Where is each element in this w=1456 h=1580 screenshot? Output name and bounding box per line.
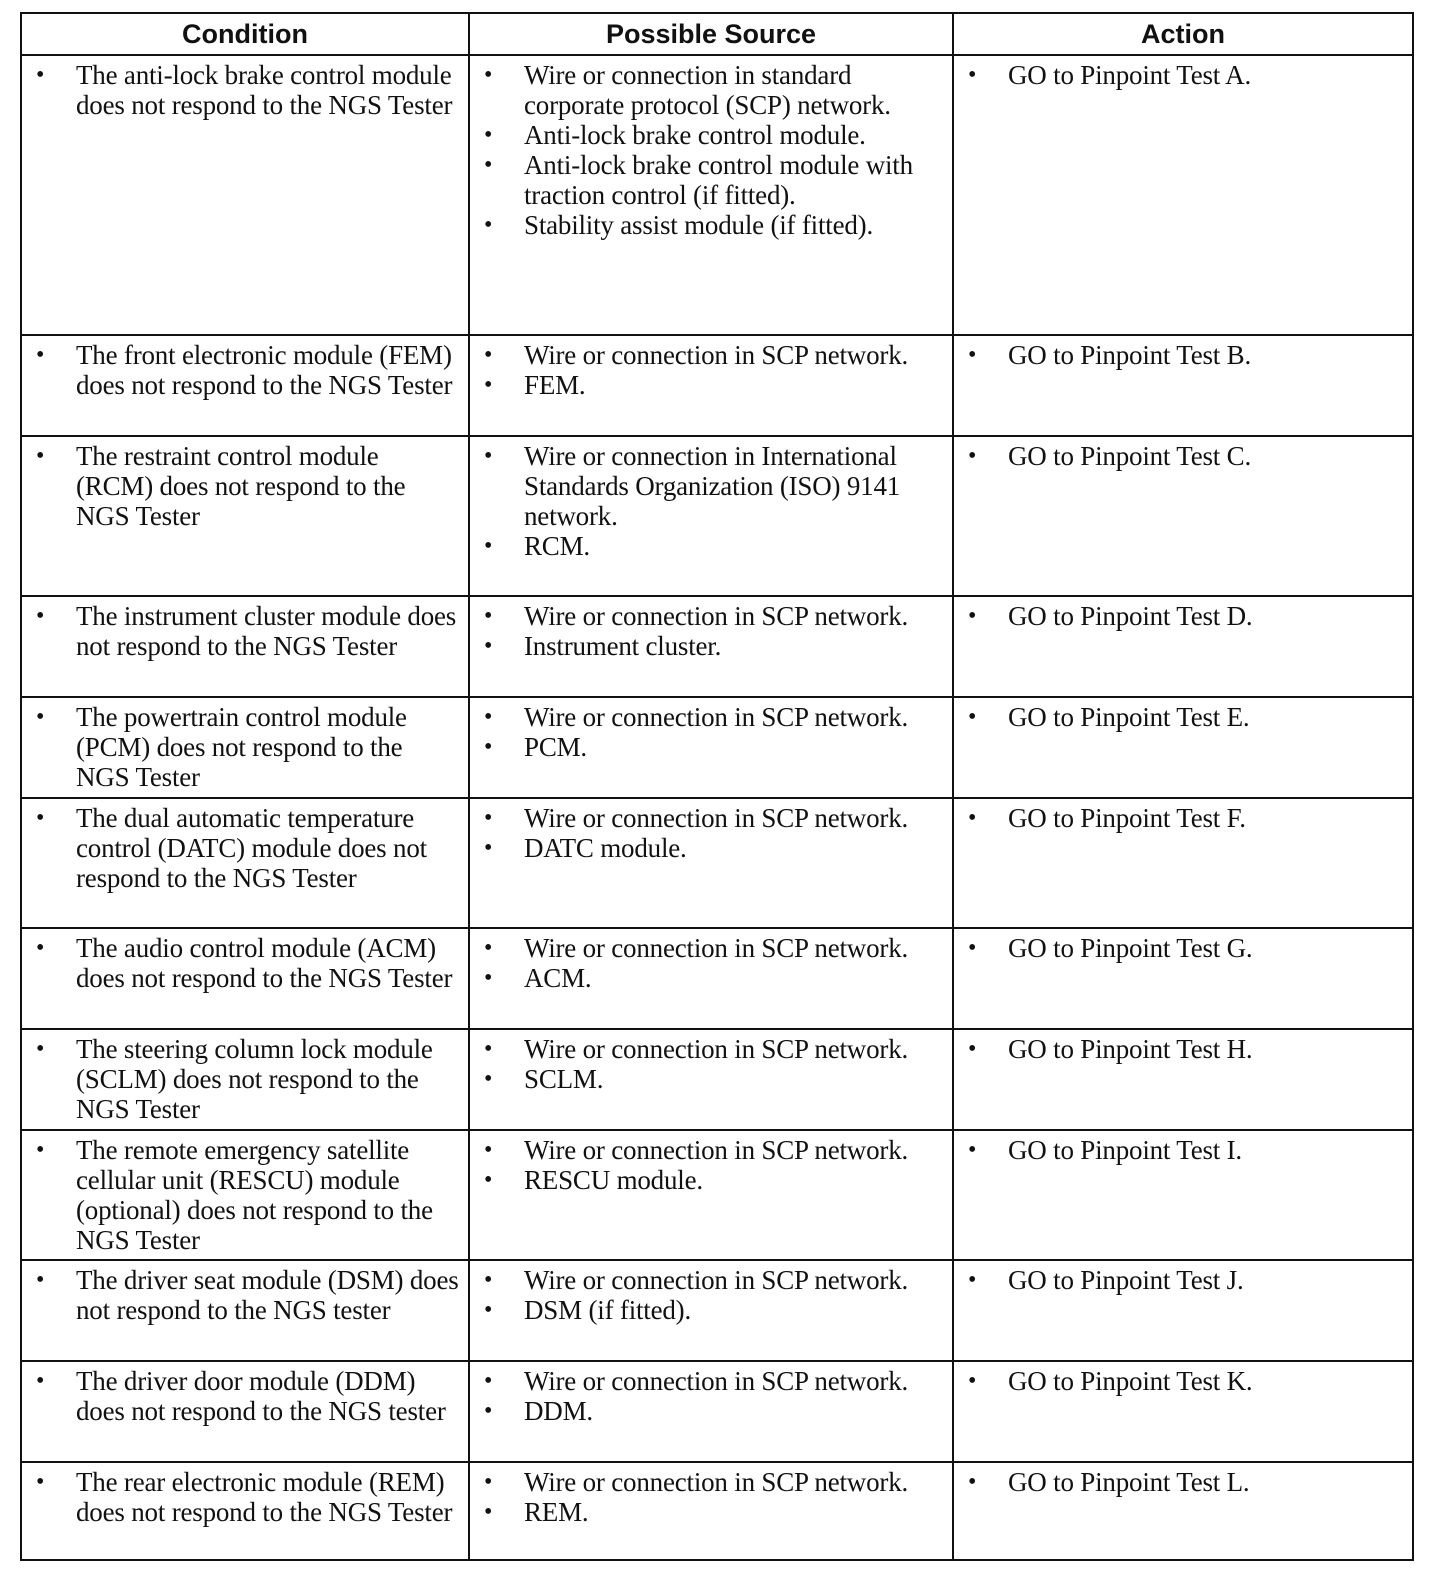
condition-cell xyxy=(21,1361,469,1462)
source-item xyxy=(476,210,944,240)
source-cell xyxy=(469,335,953,436)
table-row xyxy=(21,928,1413,1029)
condition-item xyxy=(28,1366,460,1426)
condition-item-text: The anti-lock brake control module does not respond to the NGS Tester xyxy=(76,60,453,120)
table-row xyxy=(21,55,1413,335)
action-item-text: GO to Pinpoint Test L. xyxy=(1008,1467,1250,1497)
action-item-text: GO to Pinpoint Test G. xyxy=(1008,933,1253,963)
diagnostic-table xyxy=(20,12,1414,1561)
action-item xyxy=(960,1135,1404,1165)
condition-item-text: The restraint control module (RCM) does not respond to the NGS Tester xyxy=(76,441,406,531)
condition-item-text: The front electronic module (FEM) does not respond to the NGS Tester xyxy=(76,340,453,400)
source-item xyxy=(476,963,944,993)
source-cell xyxy=(469,1029,953,1130)
bullet-icon: • xyxy=(968,1368,977,1394)
action-cell xyxy=(953,1361,1413,1462)
source-cell xyxy=(469,1361,953,1462)
bullet-icon: • xyxy=(484,533,493,559)
bullet-icon: • xyxy=(36,1137,45,1163)
action-cell xyxy=(953,1029,1413,1130)
source-item-text: Anti-lock brake control module with traction control (if fitted). xyxy=(524,150,913,210)
bullet-icon: • xyxy=(484,633,493,659)
action-cell xyxy=(953,798,1413,928)
source-item xyxy=(476,702,944,732)
source-item-text: RESCU module. xyxy=(524,1165,703,1195)
source-item-text: DDM. xyxy=(524,1396,593,1426)
bullet-icon: • xyxy=(484,1167,493,1193)
action-cell xyxy=(953,1130,1413,1260)
action-item xyxy=(960,601,1404,631)
bullet-icon: • xyxy=(968,342,977,368)
condition-cell xyxy=(21,798,469,928)
bullet-icon: • xyxy=(484,1499,493,1525)
source-item xyxy=(476,933,944,963)
source-item-text: Anti-lock brake control module. xyxy=(524,120,866,150)
bullet-icon: • xyxy=(484,372,493,398)
table-row xyxy=(21,1361,1413,1462)
condition-item xyxy=(28,1467,460,1527)
source-cell xyxy=(469,1130,953,1260)
bullet-icon: • xyxy=(36,805,45,831)
condition-item-text: The powertrain control module (PCM) does not respond to the NGS Tester xyxy=(76,702,407,792)
source-cell xyxy=(469,697,953,798)
source-item-text: FEM. xyxy=(524,370,586,400)
source-item-text: Wire or connection in standard corporate protocol (SCP) network. xyxy=(524,60,891,120)
condition-cell xyxy=(21,1462,469,1560)
source-item-text: SCLM. xyxy=(524,1064,604,1094)
action-cell xyxy=(953,928,1413,1029)
bullet-icon: • xyxy=(484,965,493,991)
bullet-icon: • xyxy=(484,212,493,238)
source-item-text: RCM. xyxy=(524,531,590,561)
source-item xyxy=(476,370,944,400)
bullet-icon: • xyxy=(484,704,493,730)
table-row xyxy=(21,436,1413,596)
action-cell xyxy=(953,335,1413,436)
condition-cell xyxy=(21,928,469,1029)
source-item xyxy=(476,1366,944,1396)
source-item-text: Wire or connection in SCP network. xyxy=(524,1135,909,1165)
source-item-text: Wire or connection in SCP network. xyxy=(524,1467,909,1497)
source-item xyxy=(476,150,944,210)
bullet-icon: • xyxy=(968,1267,977,1293)
source-item-text: Instrument cluster. xyxy=(524,631,722,661)
bullet-icon: • xyxy=(36,342,45,368)
bullet-icon: • xyxy=(484,1036,493,1062)
source-item-text: PCM. xyxy=(524,732,587,762)
source-item xyxy=(476,1165,944,1195)
action-cell xyxy=(953,1260,1413,1361)
source-cell xyxy=(469,55,953,335)
action-item-text: GO to Pinpoint Test F. xyxy=(1008,803,1246,833)
bullet-icon: • xyxy=(36,1267,45,1293)
condition-item xyxy=(28,1135,460,1255)
bullet-icon: • xyxy=(36,1368,45,1394)
condition-cell xyxy=(21,1029,469,1130)
action-item xyxy=(960,803,1404,833)
condition-item-text: The instrument cluster module does not respond to the NGS Tester xyxy=(76,601,457,661)
source-item xyxy=(476,1467,944,1497)
source-item-text: Wire or connection in SCP network. xyxy=(524,933,909,963)
source-item-text: Wire or connection in International Standards Organization (ISO) 9141 network. xyxy=(524,441,901,531)
action-item-text: GO to Pinpoint Test H. xyxy=(1008,1034,1253,1064)
bullet-icon: • xyxy=(968,1137,977,1163)
action-item-text: GO to Pinpoint Test A. xyxy=(1008,60,1251,90)
bullet-icon: • xyxy=(36,1469,45,1495)
condition-item-text: The rear electronic module (REM) does not respond to the NGS Tester xyxy=(76,1467,453,1527)
action-item xyxy=(960,933,1404,963)
action-item xyxy=(960,60,1404,90)
source-item xyxy=(476,601,944,631)
source-item xyxy=(476,441,944,531)
action-item xyxy=(960,1034,1404,1064)
header-condition: Condition xyxy=(21,13,469,55)
action-item xyxy=(960,340,1404,370)
table-row xyxy=(21,798,1413,928)
source-item xyxy=(476,340,944,370)
condition-item-text: The steering column lock module (SCLM) does not respond to the NGS Tester xyxy=(76,1034,433,1124)
source-item xyxy=(476,60,944,120)
source-item-text: DSM (if fitted). xyxy=(524,1295,692,1325)
condition-item xyxy=(28,1265,460,1325)
action-item-text: GO to Pinpoint Test E. xyxy=(1008,702,1250,732)
condition-cell xyxy=(21,697,469,798)
action-item-text: GO to Pinpoint Test D. xyxy=(1008,601,1253,631)
bullet-icon: • xyxy=(968,443,977,469)
header-action: Action xyxy=(953,13,1413,55)
bullet-icon: • xyxy=(484,152,493,178)
source-item-text: Wire or connection in SCP network. xyxy=(524,601,909,631)
bullet-icon: • xyxy=(968,1469,977,1495)
condition-item-text: The remote emergency satellite cellular unit (RESCU) module (optional) does not respond to the NGS Tester xyxy=(76,1135,433,1255)
source-item-text: Wire or connection in SCP network. xyxy=(524,1034,909,1064)
header-possible-source: Possible Source xyxy=(469,13,953,55)
table-body xyxy=(21,55,1413,1560)
bullet-icon: • xyxy=(484,1066,493,1092)
condition-item xyxy=(28,340,460,400)
bullet-icon: • xyxy=(484,1137,493,1163)
condition-cell xyxy=(21,596,469,697)
condition-cell xyxy=(21,335,469,436)
condition-cell xyxy=(21,1260,469,1361)
source-item-text: Wire or connection in SCP network. xyxy=(524,702,909,732)
bullet-icon: • xyxy=(484,805,493,831)
source-item xyxy=(476,833,944,863)
source-item xyxy=(476,1497,944,1527)
bullet-icon: • xyxy=(36,935,45,961)
source-item xyxy=(476,732,944,762)
source-cell xyxy=(469,436,953,596)
source-item xyxy=(476,1034,944,1064)
source-item-text: ACM. xyxy=(524,963,592,993)
bullet-icon: • xyxy=(484,1469,493,1495)
source-item xyxy=(476,120,944,150)
bullet-icon: • xyxy=(36,1036,45,1062)
source-item-text: Stability assist module (if fitted). xyxy=(524,210,874,240)
table-row xyxy=(21,596,1413,697)
table-row xyxy=(21,1462,1413,1560)
table-row xyxy=(21,1130,1413,1260)
source-cell xyxy=(469,596,953,697)
bullet-icon: • xyxy=(968,603,977,629)
condition-cell xyxy=(21,1130,469,1260)
condition-item-text: The audio control module (ACM) does not respond to the NGS Tester xyxy=(76,933,453,993)
table-row xyxy=(21,1260,1413,1361)
bullet-icon: • xyxy=(968,704,977,730)
source-item xyxy=(476,1295,944,1325)
action-item xyxy=(960,441,1404,471)
bullet-icon: • xyxy=(484,734,493,760)
bullet-icon: • xyxy=(484,342,493,368)
condition-item-text: The driver seat module (DSM) does not respond to the NGS tester xyxy=(76,1265,459,1325)
action-cell xyxy=(953,55,1413,335)
bullet-icon: • xyxy=(484,935,493,961)
bullet-icon: • xyxy=(484,1267,493,1293)
bullet-icon: • xyxy=(968,935,977,961)
action-item xyxy=(960,1467,1404,1497)
bullet-icon: • xyxy=(484,1368,493,1394)
action-item-text: GO to Pinpoint Test I. xyxy=(1008,1135,1242,1165)
condition-item xyxy=(28,441,460,531)
action-item-text: GO to Pinpoint Test C. xyxy=(1008,441,1251,471)
bullet-icon: • xyxy=(36,704,45,730)
condition-item-text: The driver door module (DDM) does not respond to the NGS tester xyxy=(76,1366,446,1426)
header-row xyxy=(21,13,1413,55)
table-row xyxy=(21,1029,1413,1130)
source-item xyxy=(476,1135,944,1165)
action-item xyxy=(960,1366,1404,1396)
bullet-icon: • xyxy=(484,1297,493,1323)
bullet-icon: • xyxy=(484,62,493,88)
bullet-icon: • xyxy=(484,443,493,469)
bullet-icon: • xyxy=(968,805,977,831)
source-item-text: Wire or connection in SCP network. xyxy=(524,1265,909,1295)
action-cell xyxy=(953,1462,1413,1560)
condition-item xyxy=(28,933,460,993)
action-item-text: GO to Pinpoint Test K. xyxy=(1008,1366,1253,1396)
condition-item xyxy=(28,60,460,120)
source-item xyxy=(476,631,944,661)
action-item xyxy=(960,1265,1404,1295)
source-cell xyxy=(469,798,953,928)
source-item xyxy=(476,1064,944,1094)
source-item xyxy=(476,1265,944,1295)
bullet-icon: • xyxy=(484,1398,493,1424)
bullet-icon: • xyxy=(968,1036,977,1062)
condition-item xyxy=(28,702,460,792)
condition-cell xyxy=(21,436,469,596)
action-item xyxy=(960,702,1404,732)
action-cell xyxy=(953,697,1413,798)
table-row xyxy=(21,697,1413,798)
source-item xyxy=(476,803,944,833)
table-row xyxy=(21,335,1413,436)
source-item-text: Wire or connection in SCP network. xyxy=(524,803,909,833)
bullet-icon: • xyxy=(36,62,45,88)
source-item-text: REM. xyxy=(524,1497,589,1527)
condition-item xyxy=(28,1034,460,1124)
bullet-icon: • xyxy=(484,835,493,861)
source-item xyxy=(476,1396,944,1426)
bullet-icon: • xyxy=(484,122,493,148)
bullet-icon: • xyxy=(36,443,45,469)
action-item-text: GO to Pinpoint Test J. xyxy=(1008,1265,1244,1295)
action-item-text: GO to Pinpoint Test B. xyxy=(1008,340,1251,370)
source-cell xyxy=(469,928,953,1029)
condition-item xyxy=(28,601,460,661)
condition-item-text: The dual automatic temperature control (DATC) module does not respond to the NGS Tester xyxy=(76,803,427,893)
condition-cell xyxy=(21,55,469,335)
source-cell xyxy=(469,1462,953,1560)
bullet-icon: • xyxy=(484,603,493,629)
source-item-text: DATC module. xyxy=(524,833,687,863)
source-cell xyxy=(469,1260,953,1361)
condition-item xyxy=(28,803,460,893)
source-item-text: Wire or connection in SCP network. xyxy=(524,340,909,370)
bullet-icon: • xyxy=(968,62,977,88)
source-item xyxy=(476,531,944,561)
action-cell xyxy=(953,596,1413,697)
action-cell xyxy=(953,436,1413,596)
source-item-text: Wire or connection in SCP network. xyxy=(524,1366,909,1396)
bullet-icon: • xyxy=(36,603,45,629)
